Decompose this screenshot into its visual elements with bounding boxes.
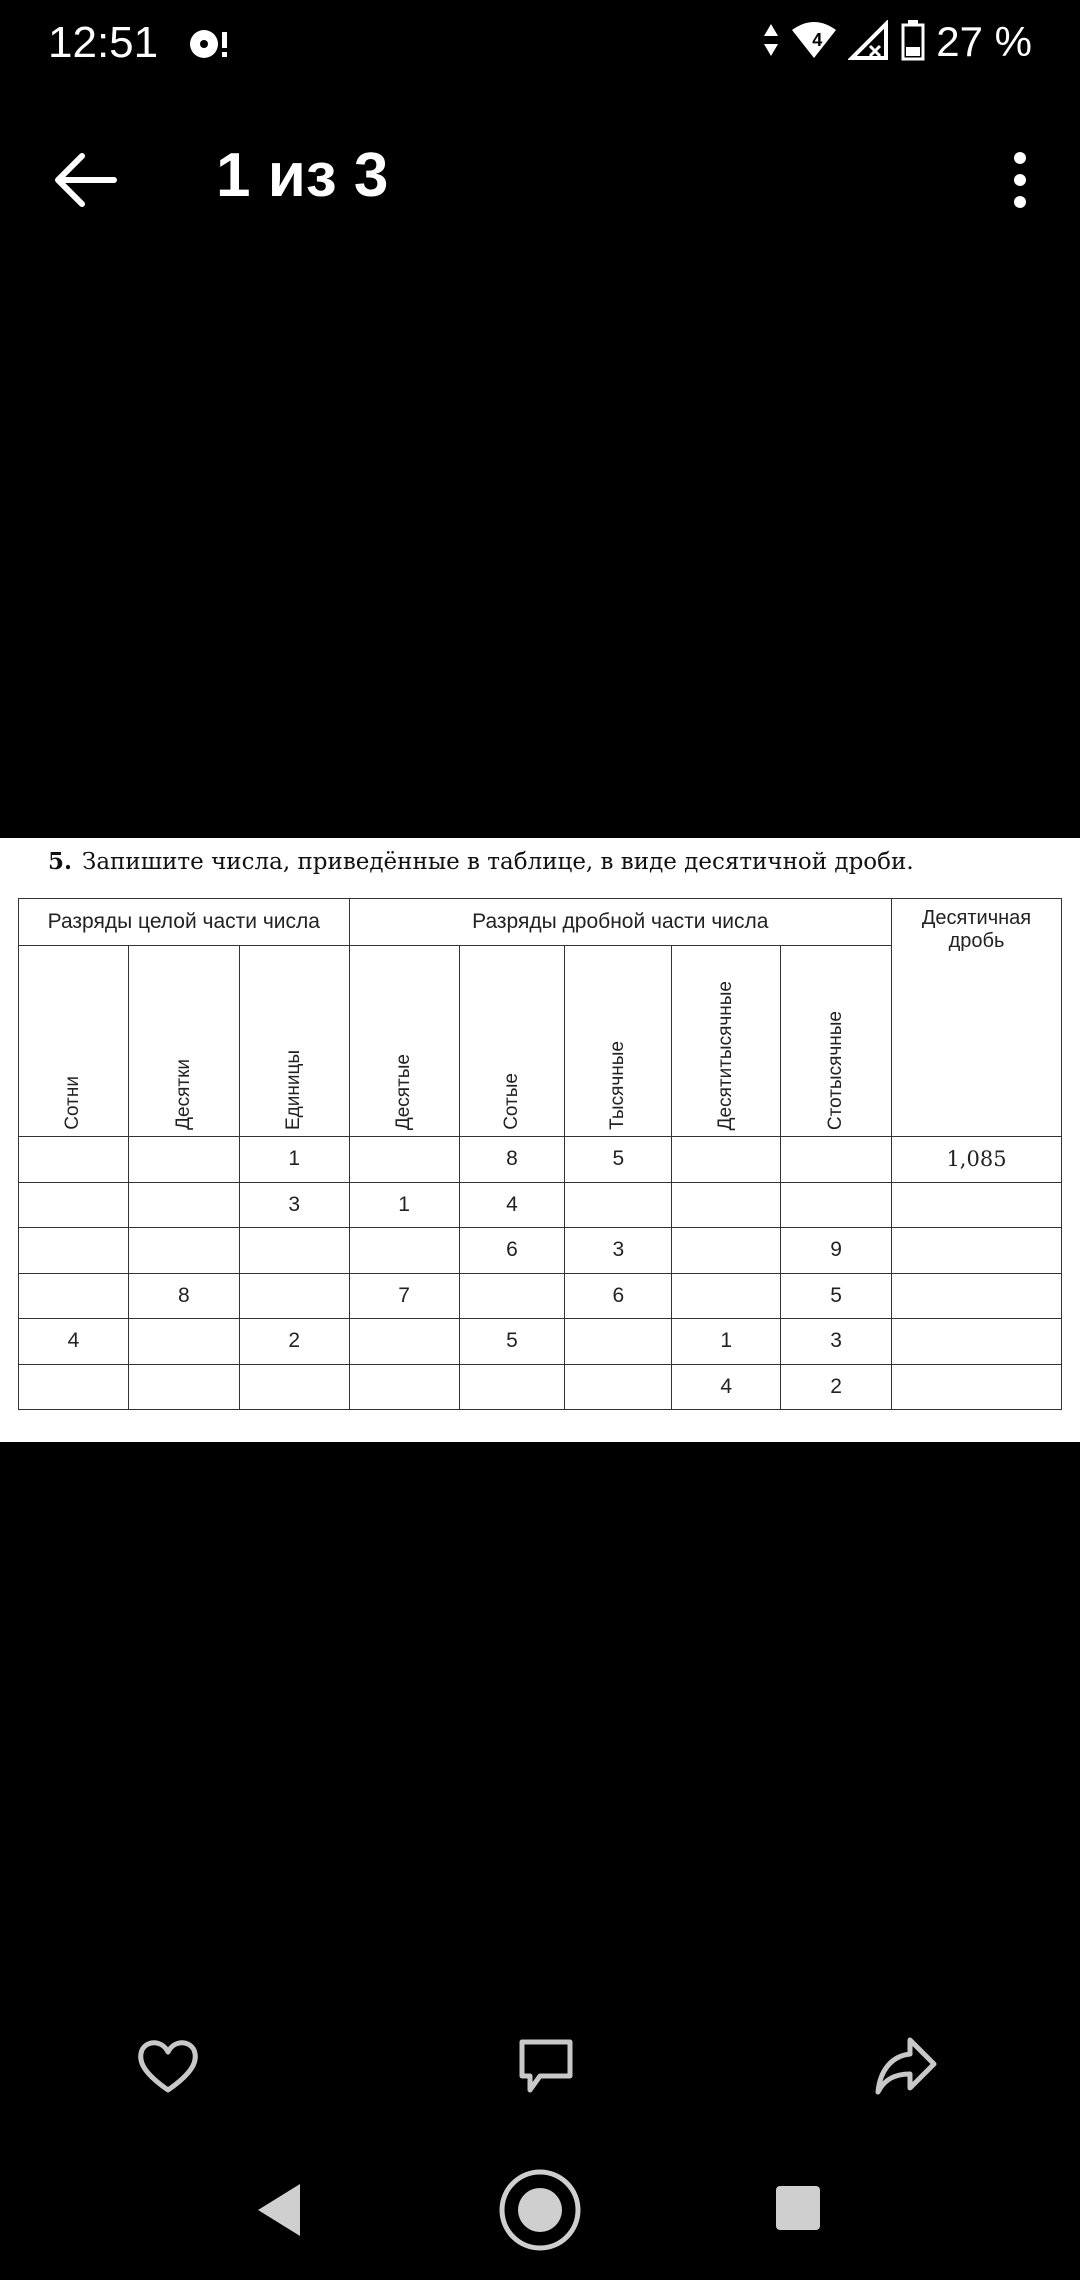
decimal-cell — [892, 1228, 1062, 1274]
nav-recents-icon[interactable] — [774, 2184, 822, 2237]
digit-cell — [672, 1273, 781, 1319]
digit-cell: 1 — [349, 1182, 459, 1228]
signal-icon — [848, 20, 890, 65]
digit-cell — [128, 1137, 239, 1183]
status-time: 12:51 — [48, 18, 159, 67]
heart-icon[interactable] — [132, 2030, 204, 2102]
data-arrows-icon — [762, 20, 780, 65]
decimal-cell — [892, 1273, 1062, 1319]
back-arrow-icon[interactable] — [48, 142, 124, 218]
task-text: Запишите числа, приведённые в таблице, в виде десятичной дроби. — [82, 849, 914, 875]
table-row — [19, 1273, 1062, 1319]
digit-cell: 4 — [19, 1319, 129, 1365]
share-icon[interactable] — [870, 2030, 942, 2102]
digit-cell — [349, 1228, 459, 1274]
digit-cell: 6 — [459, 1228, 565, 1274]
digit-cell — [239, 1228, 349, 1274]
digit-cell — [19, 1137, 129, 1183]
integer-group-header: Разряды целой части числа — [19, 899, 350, 946]
column-header: Десятки — [128, 946, 239, 1137]
decimal-cell — [892, 1364, 1062, 1410]
digit-cell — [128, 1182, 239, 1228]
digit-cell — [19, 1228, 129, 1274]
digit-cell: 2 — [239, 1319, 349, 1365]
digit-cell: 2 — [781, 1364, 892, 1410]
task-heading — [48, 848, 914, 875]
digit-cell — [565, 1319, 672, 1365]
digit-cell: 5 — [781, 1273, 892, 1319]
digit-cell — [19, 1273, 129, 1319]
digit-cell — [459, 1273, 565, 1319]
fraction-group-header: Разряды дробной части числа — [349, 899, 891, 946]
digit-cell — [672, 1137, 781, 1183]
digit-cell — [128, 1364, 239, 1410]
nav-home-icon[interactable] — [498, 2168, 582, 2257]
digit-cell — [239, 1273, 349, 1319]
digit-cell: 1 — [239, 1137, 349, 1183]
digit-cell: 6 — [565, 1273, 672, 1319]
digit-cell — [565, 1182, 672, 1228]
digit-cell — [672, 1228, 781, 1274]
digit-cell — [349, 1137, 459, 1183]
digit-cell: 5 — [565, 1137, 672, 1183]
digit-cell — [349, 1364, 459, 1410]
network-badge: 4 — [812, 29, 823, 50]
task-number: 5. — [48, 848, 73, 875]
nav-back-icon[interactable] — [254, 2180, 304, 2245]
digit-cell: 4 — [459, 1182, 565, 1228]
table-row — [19, 1319, 1062, 1365]
digit-cell: 1 — [672, 1319, 781, 1365]
digit-cell: 8 — [459, 1137, 565, 1183]
digit-cell — [565, 1364, 672, 1410]
digit-cell — [781, 1137, 892, 1183]
digits-table — [18, 898, 1062, 1410]
decimal-cell — [892, 1182, 1062, 1228]
media-icon — [186, 24, 232, 69]
table-row — [19, 1364, 1062, 1410]
battery-percent: 27 % — [936, 18, 1032, 65]
digit-cell: 8 — [128, 1273, 239, 1319]
column-header: Стотысячные — [781, 946, 892, 1137]
decimal-cell: 1,085 — [892, 1137, 1062, 1183]
digit-cell: 5 — [459, 1319, 565, 1365]
system-nav-bar — [0, 2150, 1080, 2280]
digit-cell — [672, 1182, 781, 1228]
column-header: Десятитысячные — [672, 946, 781, 1137]
digit-cell — [19, 1364, 129, 1410]
digit-cell: 7 — [349, 1273, 459, 1319]
decimal-cell — [892, 1319, 1062, 1365]
table-row — [19, 1182, 1062, 1228]
table-row — [19, 1228, 1062, 1274]
more-vertical-icon[interactable] — [1000, 142, 1040, 218]
page-title: 1 из 3 — [216, 141, 389, 210]
column-header: Десятые — [349, 946, 459, 1137]
action-bar — [0, 2020, 1080, 2110]
digit-cell — [781, 1182, 892, 1228]
column-header: Сотни — [19, 946, 129, 1137]
battery-icon — [900, 19, 926, 66]
digit-cell: 4 — [672, 1364, 781, 1410]
digit-cell — [128, 1228, 239, 1274]
digit-cell: 3 — [565, 1228, 672, 1274]
decimal-header-line1: Десятичная — [921, 907, 1032, 929]
digit-cell: 9 — [781, 1228, 892, 1274]
comment-icon[interactable] — [510, 2030, 582, 2102]
decimal-header-line2: дробь — [948, 930, 1005, 952]
app-bar — [0, 92, 1080, 268]
column-header: Единицы — [239, 946, 349, 1137]
document-image[interactable] — [0, 838, 1080, 1442]
column-header: Тысячные — [565, 946, 672, 1137]
digit-cell — [19, 1182, 129, 1228]
column-header: Сотые — [459, 946, 565, 1137]
digit-cell: 3 — [239, 1182, 349, 1228]
table-group-header-row — [19, 899, 1062, 946]
digit-cell — [349, 1319, 459, 1365]
status-bar — [0, 0, 1080, 92]
decimal-header — [892, 899, 1062, 1137]
table-row — [19, 1137, 1062, 1183]
digit-cell — [459, 1364, 565, 1410]
digit-cell — [128, 1319, 239, 1365]
digit-cell: 3 — [781, 1319, 892, 1365]
digit-cell — [239, 1364, 349, 1410]
wifi-icon — [790, 20, 838, 65]
